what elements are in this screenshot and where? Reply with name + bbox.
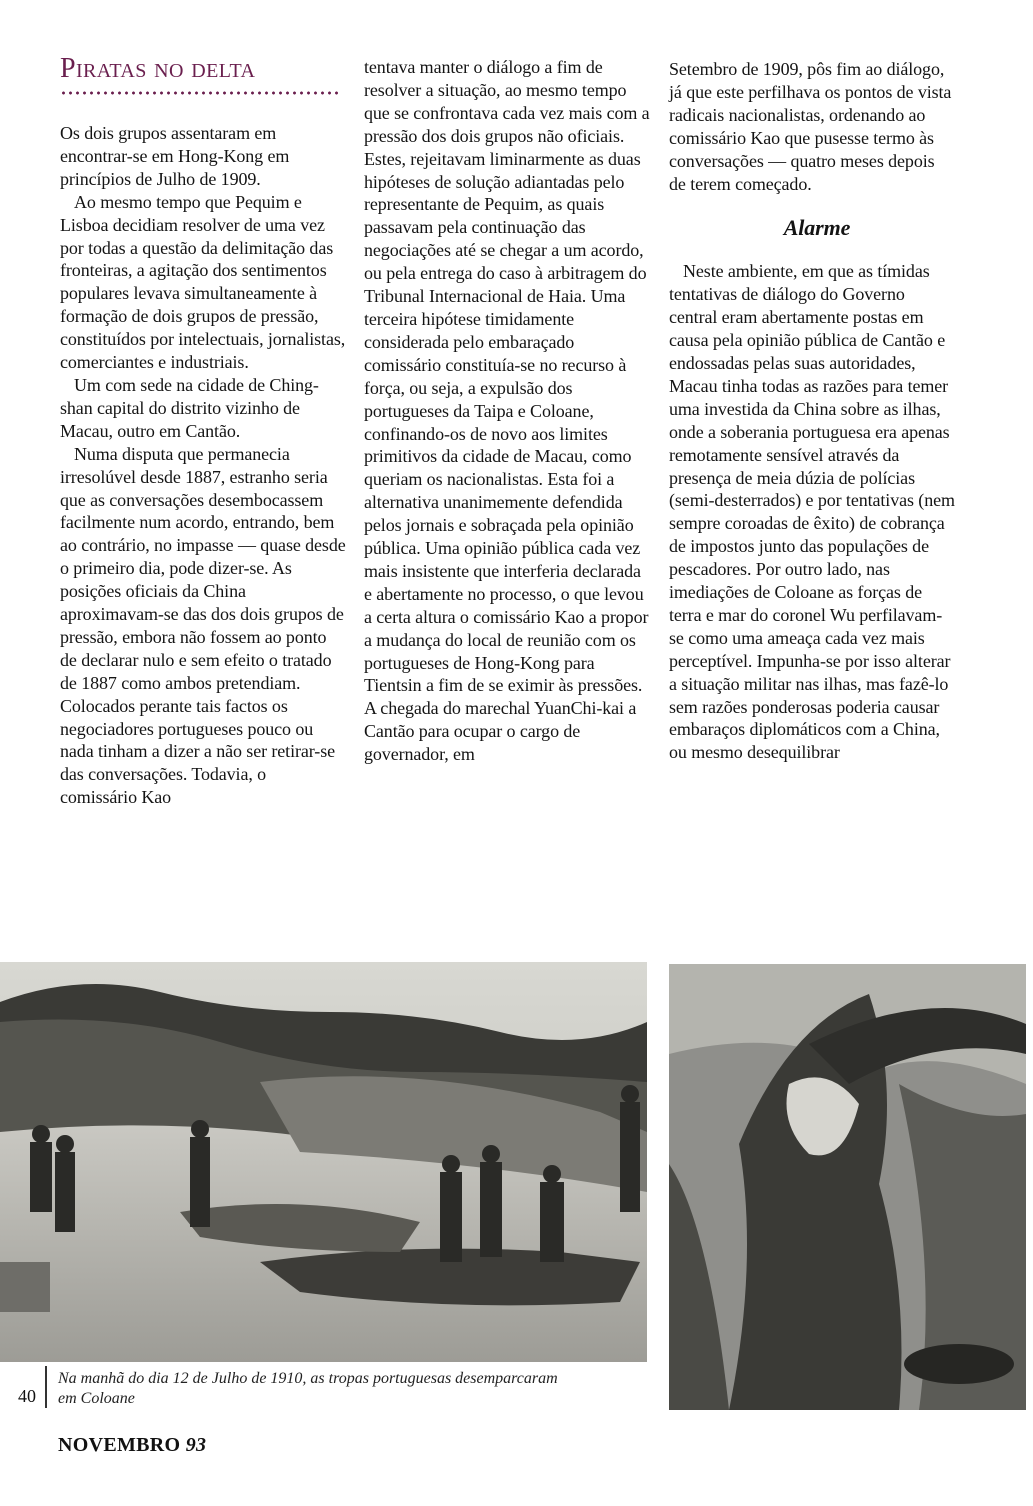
- beach-landing-photo: [0, 962, 647, 1362]
- page-number: 40: [18, 1386, 36, 1406]
- paragraph: Ao mesmo tempo que Pequim e Lisboa decidiam resolver de uma vez por todas a questão da delimitação das fronteiras, a agitação dos sentimentos populares levava simultaneamente à formação de dois grupos de pressão, constituídos por intelectuais, jornalistas, comerciantes e industriais.: [60, 191, 346, 373]
- issue-number: 93: [185, 1434, 207, 1456]
- issue-footer: [58, 1434, 206, 1457]
- beach-landing-illustration: [0, 962, 647, 1362]
- paragraph: Numa disputa que permanecia irresolúvel desde 1887, estranho seria que as conversações desembocassem facilmente num acordo, entrando, bem ao contrário, no impasse — quase desde o primeiro dia, pode dizer-se. As posições oficiais da China aproximavam-se das dos dois grupos de pressão, embora não fossem ao ponto de declarar nulo e sem efeito o tratado de 1887 como ambos pretendiam. Colocados perante tais factos os negociadores portugueses pouco ou nada tinham a dizer a não ser retirar-se das conversações. Todavia, o comissário Kao: [60, 443, 346, 808]
- section-subheading: Alarme: [783, 215, 851, 241]
- paragraph: Um com sede na cidade de Ching-shan capital do distrito vizinho de Macau, outro em Cantão.: [60, 374, 319, 441]
- tree-soldiers-photo: [669, 964, 1026, 1410]
- page-number-divider: [45, 1366, 47, 1408]
- column-2: [364, 56, 650, 766]
- paragraph: Setembro de 1909, pôs fim ao diálogo, já que este perfilhava os pontos de vista radicais nacionalistas, ordenando ao comissário Kao que pusesse termo às conversações — quatro meses depois de terem começado.: [669, 59, 952, 194]
- column-1: [60, 53, 346, 809]
- paragraph: Os dois grupos assentaram em encontrar-se em Hong-Kong em princípios de Julho de 1909.: [60, 123, 290, 189]
- paragraph: tentava manter o diálogo a fim de resolver a situação, ao mesmo tempo que se confrontava cada vez mais com a pressão dos dois grupos não oficiais. Estes, rejeitavam liminarmente as duas hipóteses de solução adiantadas pelo representante de Pequim, as quais passavam pela continuação das negociações até se chegar a um acordo, ou pela entrega do caso à arbitragem do Tribunal Internacional de Haia. Uma terceira hipótese timidamente considerada pelo embaraçado comissário constituía-se no recurso à força, ou seja, a expulsão dos portugueses da Taipa e Coloane, confinando-os de novo aos limites primitivos da cidade de Macau, como queriam os nacionalistas. Esta foi a alternativa unanimemente defendida pelos jornais e sobraçada pela opinião pública. Uma opinião pública cada vez mais insistente que interferia declarada e abertamente no processo, o que levou a certa altura o comissário Kao a propor a mudança do local de reunião com os portugueses de Hong-Kong para Tientsin a fim de se eximir às pressões. A chegada do marechal YuanChi-kai a Cantão para ocupar o cargo de governador, em: [364, 57, 650, 765]
- photo-caption: Na manhã do dia 12 de Julho de 1910, as tropas portuguesas desemparcaram em Coloane: [58, 1370, 558, 1407]
- issue-month: NOVEMBRO: [58, 1434, 181, 1456]
- column-3: [669, 58, 955, 764]
- paragraph: Neste ambiente, em que as tímidas tentativas de diálogo do Governo central eram abertamente postas em causa pela opinião pública de Cantão e endossadas pelas suas autoridades, Macau tinha todas as razões para temer uma investida da China sobre as ilhas, onde a soberania portuguesa era apenas remotamente sensível através da presença de meia dúzia de polícias (semi-desterrados) e por tentativas (nem sempre coroadas de êxito) de cobrança de impostos junto das populações de pescadores. Por outro lado, nas imediações de Coloane as forças de terra e mar do coronel Wu perfilavam-se como uma ameaça cada vez mais perceptível. Impunha-se por isso alterar a situação militar nas ilhas, mas fazê-lo sem razões ponderosas poderia causar embaraços diplomáticos com a China, ou mesmo desequilibrar: [669, 261, 955, 763]
- tree-illustration: [669, 964, 1026, 1410]
- title-dotted-rule: [60, 90, 340, 96]
- article-title: Piratas no delta: [60, 53, 256, 84]
